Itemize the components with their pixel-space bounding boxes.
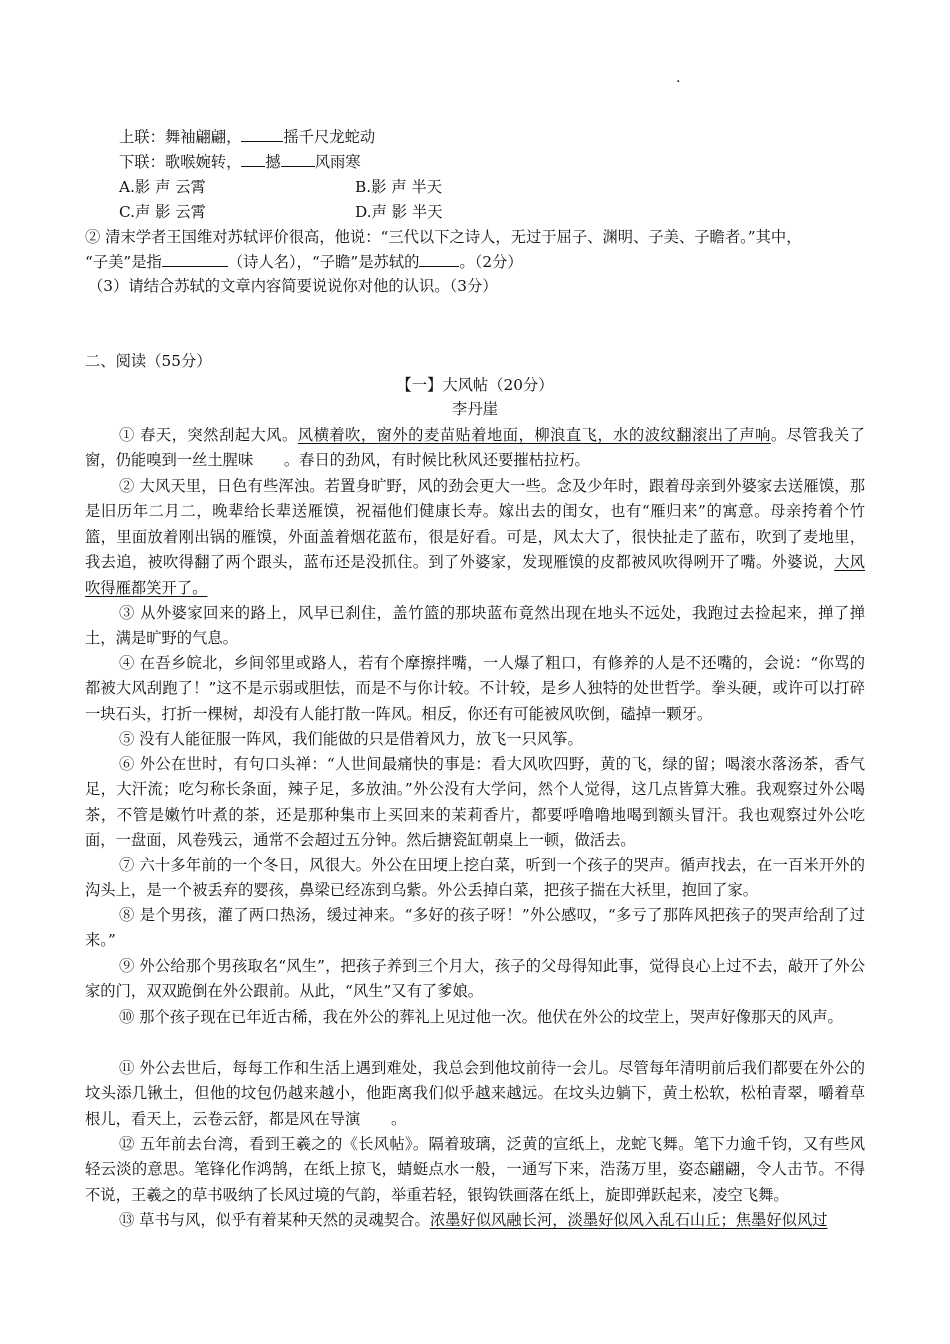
couplet-upper [119,125,375,149]
paragraph-9: ⑨ 外公给那个男孩取名“风生”，把孩子养到三个月大，孩子的父母得知此事，觉得良心上过不去，敲开了外公家的门，双双跪倒在外公跟前。从此，“风生”又有了爹娘。 [85,957,865,1001]
paragraph-10: ⑩ 那个孩子现在已年近古稀，我在外公的葬礼上见过他一次。他伏在外公的坟茔上，哭声好像那天的风声。 [119,1008,843,1026]
blank [419,251,459,267]
option-c: C.声 影 云霄 [119,203,206,221]
option-a: A.影 声 云霄 [119,178,206,196]
couplet-upper-end: 摇千尺龙蛇动 [283,128,376,146]
blank [281,151,315,167]
paragraph-3: ③ 从外婆家回来的路上，风早已刹住，盖竹篮的那块蓝布竟然出现在地头不远处，我跑过去捡起来，掸了掸土，满是旷野的气息。 [85,604,865,648]
blank [241,126,283,142]
underlined-sentence: 浓墨好似风融长河，淡墨好似风入乱石山丘；焦墨好似风过 [429,1211,828,1229]
couplet-lower-mid: 撼 [265,153,281,171]
option-d: D.声 影 半天 [355,203,443,221]
question-2-part-a: “子美”是指 [85,253,162,271]
paragraph-2: ② 大风天里，日色有些浑浊。若置身旷野，风的劲会更大一些。念及少年时，跟着母亲到外婆家去送雁馍，那是旧历年二月二，晚辈给长辈送雁馍，祝福他们健康长寿。嫁出去的闺女，也有“雁归来”的寓意。母亲挎着个竹篮，里面放着刚出锅的雁馍，外面盖着烟花蓝布，很是好看。可是，风太大了，很快扯走了蓝布，吹到了麦地里，我去追，被吹得翻了两个跟头，蓝布还是没抓住。到了外婆家，发现雁馍的皮都被风吹得咧开了嘴。外婆说，大风吹得雁都笑开了。 [85,477,865,597]
header-mark: . [676,70,681,86]
couplet-lower [119,150,361,174]
paragraph-12: ⑫ 五年前去台湾，看到王羲之的《长风帖》。隔着玻璃，泛黄的宣纸上，龙蛇飞舞。笔下力逾千钧，又有些风轻云淡的意思。笔锋化作鸿鹄，在纸上掠飞，蜻蜓点水一般，一通写下来，浩荡万里，姿态翩翩，令人击节。不得不说，王羲之的草书吸纳了长风过境的气韵，举重若轻，银钩铁画落在纸上，旋即弹跃起来，凌空飞舞。 [85,1135,865,1204]
question-2-line-1: ② 清末学者王国维对苏轼评价很高，他说：“三代以下之诗人，无过于屈子、渊明、子美、子瞻者。”其中， [85,228,802,246]
underlined-sentence: 大风吹得雁都笑开了。 [85,553,865,597]
paragraph-5: ⑤ 没有人能征服一阵风，我们能做的只是借着风力，放飞一只风筝。 [119,730,583,748]
paragraph-7: ⑦ 六十多年前的一个冬日，风很大。外公在田埂上挖白菜，听到一个孩子的哭声。循声找去，在一百米开外的沟头上，是一个被丢弃的婴孩，鼻梁已经冻到乌紫。外公丢掉白菜，把孩子揣在大袄里，抱回了家。 [85,856,865,900]
paragraph-8: ⑧ 是个男孩，灌了两口热汤，缓过神来。“多好的孩子呀！”外公感叹，“多亏了那阵风把孩子的哭声给刮了过来。” [85,906,865,950]
article-title: 【一】大风帖（20分） [396,376,554,394]
underlined-sentence: 风横着吹，窗外的麦苗贴着地面，柳浪直飞，水的波纹翻滚出了声响 [297,426,771,444]
paragraph-13: ⑬ 草书与风，似乎有着某种天然的灵魂契合。浓墨好似风融长河，淡墨好似风入乱石山丘；焦墨好似风过 [119,1211,828,1229]
paragraph-6: ⑥ 外公在世时，有句口头禅：“人世间最痛快的事是：看大风吹四野，黄的飞，绿的留；喝滚水落汤茶，香气足，大汗流；吃匀称长条面，辣子足，多放油。”外公没有大学问，然个人觉得，这几点皆算大雅。我观察过外公喝茶，不管是嫩竹叶煮的茶，还是那种集市上买回来的茉莉香片，都要呼噜噜地喝到额头冒汗。我也观察过外公吃面，一盘面，风卷残云，通常不会超过五分钟。然后搪瓷缸朝桌上一顿，做活去。 [85,755,865,850]
paragraph-1: ① 春天，突然刮起大风。风横着吹，窗外的麦苗贴着地面，柳浪直飞，水的波纹翻滚出了声响。尽管我关了窗，仍能嗅到一丝土腥味 。春日的劲风，有时候比秋风还要摧枯拉朽。 [85,426,865,470]
blank [162,251,228,267]
section-heading: 二、阅读（55分） [85,352,212,370]
question-2-part-b: （诗人名），“子瞻”是苏轼的 [227,253,420,271]
question-2-part-c: 。（2分） [459,253,523,271]
blank [241,151,265,167]
question-3: （3）请结合苏轼的文章内容简要说说你对他的认识。（3分） [88,277,498,295]
couplet-lower-start: 下联：歌喉婉转， [119,153,242,171]
couplet-upper-start: 上联：舞袖翩翩， [119,128,242,146]
paragraph-4: ④ 在吾乡皖北，乡间邻里或路人，若有个摩擦拌嘴，一人爆了粗口，有修养的人是不还嘴的，会说：“你骂的都被大风刮跑了！”这不是示弱或胆怯，而是不与你计较。不计较，是乡人独特的处世哲学。拳头硬，或许可以打碎一块石头，打折一棵树，却没有人能打散一阵风。相反，你还有可能被风吹倒，磕掉一颗牙。 [85,654,865,723]
question-2-line-2 [85,250,523,274]
article-author: 李丹崖 [452,400,498,418]
couplet-lower-end: 风雨寒 [314,153,361,171]
paragraph-11: ⑪ 外公去世后，每每工作和生活上遇到难处，我总会到他坟前待一会儿。尽管每年清明前后我们都要在外公的坟头添几锹土，但他的坟包仍越来越小，他距离我们似乎越来越远。在坟头边躺下，黄土松软，松柏青翠，嚼着草根儿，看天上，云卷云舒，都是风在导演 。 [85,1059,865,1128]
option-b: B.影 声 半天 [355,178,443,196]
